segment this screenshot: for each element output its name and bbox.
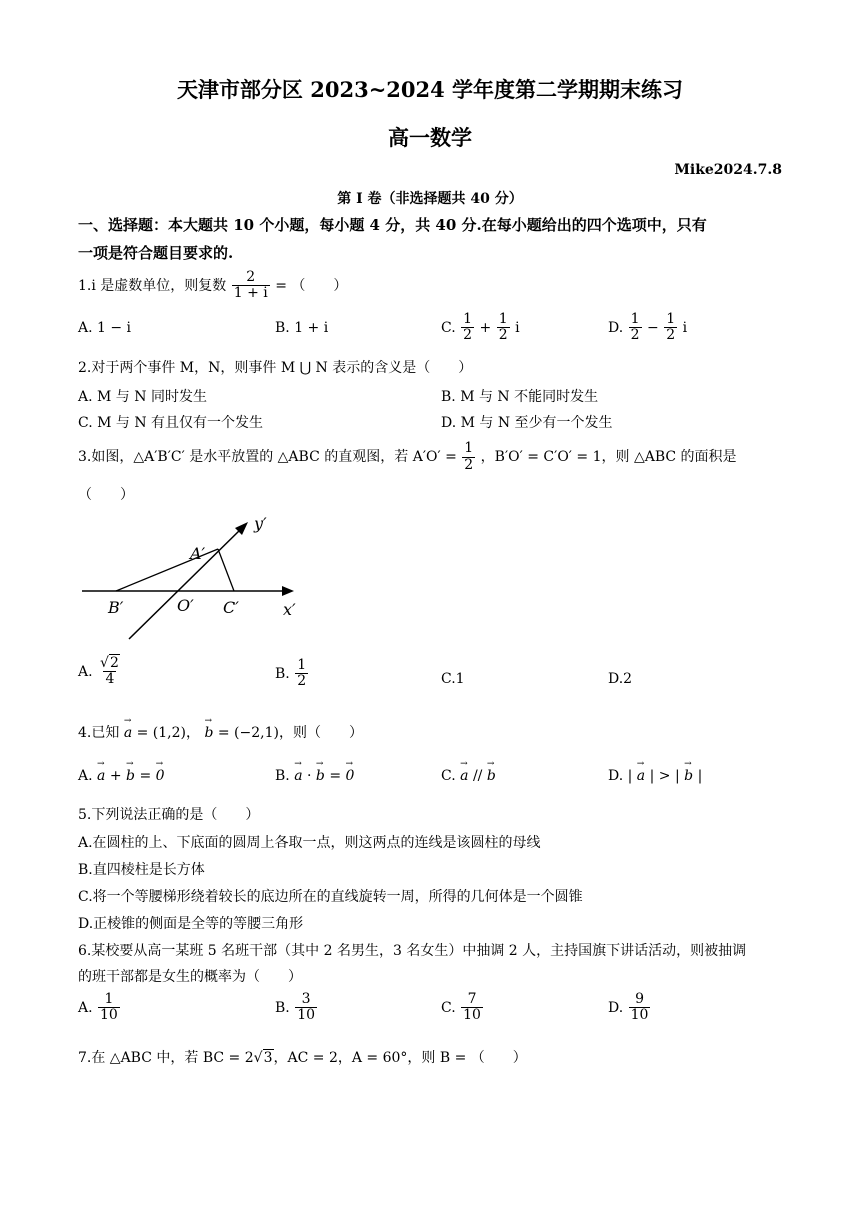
q6-den: 10 — [297, 1007, 316, 1024]
q3-b-label: B. — [275, 665, 290, 682]
abs-bar: | — [697, 768, 703, 784]
q1-option-c — [441, 312, 520, 344]
q6-a-frac — [98, 992, 120, 1024]
q2-option-d: D. M 与 N 至少有一个发生 — [441, 415, 613, 431]
q3-figure — [76, 505, 316, 645]
half-den: 2 — [463, 327, 473, 344]
q3-option-c: C.1 — [441, 671, 465, 687]
q6-b-num: 3 — [301, 991, 311, 1007]
half-den: 2 — [498, 327, 508, 344]
plus-sign: + — [109, 768, 122, 784]
author-date: Mike2024.7.8 — [674, 162, 782, 178]
q1-fraction — [232, 270, 270, 302]
q3-fraction — [462, 441, 475, 473]
q4-option-c — [441, 768, 496, 784]
q3-option-d: D.2 — [608, 671, 633, 687]
vector-a: → a — [637, 768, 645, 784]
q6-den: 10 — [100, 1007, 118, 1024]
q4-a-value: = (1,2)， — [136, 725, 200, 741]
dot-sign: · — [307, 768, 312, 784]
q3-option-a — [78, 656, 123, 688]
vector-b: → b — [487, 768, 496, 784]
q1-c-frac2 — [497, 312, 510, 344]
q5-stem: 5.下列说法正确的是（ ） — [78, 807, 260, 823]
q3-frac-num: 1 — [464, 440, 474, 457]
q6-d-label: D. — [608, 999, 624, 1016]
subject-title: 高一数学 — [388, 125, 472, 150]
zero-vector: → 0 — [346, 768, 355, 784]
q4-b-value: = (−2,1)，则（ ） — [217, 725, 363, 741]
zero-vector: → 0 — [156, 768, 165, 784]
vector-b: → b — [126, 768, 135, 784]
label-y-prime: y′ — [254, 514, 267, 533]
q6-option-d — [608, 992, 651, 1024]
q3-a-rad: 2 — [109, 655, 119, 671]
q3-frac-den: 2 — [464, 456, 474, 473]
q5-option-a: A.在圆柱的上、下底面的圆周上各取一点，则这两点的连线是该圆柱的母线 — [78, 835, 541, 851]
vector-a: → a — [97, 768, 105, 784]
q3-b-den: 2 — [297, 673, 307, 690]
q4-d-label: D. | — [608, 768, 633, 784]
q6-option-c — [441, 992, 484, 1024]
q1-d-i: i — [682, 319, 688, 336]
q1-c-i: i — [515, 319, 520, 336]
q1-frac-num: 2 — [246, 269, 256, 285]
sqrt-symbol: √ — [253, 1050, 263, 1066]
label-x-prime: x′ — [283, 600, 296, 619]
q6-den: 10 — [630, 1007, 649, 1024]
q5-option-d: D.正棱锥的侧面是全等的等腰三角形 — [78, 916, 304, 932]
q6-c-num: 7 — [467, 991, 477, 1007]
q1-stem — [78, 270, 347, 302]
q6-d-frac — [629, 992, 651, 1024]
q1-c-label: C. — [441, 319, 456, 336]
x-axis-arrow-icon — [282, 586, 294, 596]
q6-a-num: 1 — [104, 991, 114, 1007]
q2-stem: 2.对于两个事件 M，N，则事件 M ⋃ N 表示的含义是（ ） — [78, 360, 473, 376]
half-den: 2 — [630, 327, 640, 344]
vector-a: → a — [460, 768, 468, 784]
q7-stem-post: ，AC = 2，A = 60°，则 B = （ ） — [273, 1050, 527, 1066]
q1-stem-text: 1.i 是虚数单位，则复数 — [78, 277, 227, 294]
q3-stem — [78, 440, 737, 474]
q6-stem-line1: 6.某校要从高一某班 5 名班干部（其中 2 名男生，3 名女生）中抽调 2 人，主持国旗下讲话活动，则被抽调 — [78, 943, 747, 959]
q7-stem-text: 7.在 △ABC 中，若 BC = 2 — [78, 1050, 254, 1066]
q6-stem-line2: 的班干部都是女生的概率为（ ） — [78, 969, 302, 985]
q4-option-d — [608, 768, 702, 784]
q3-a-frac — [98, 656, 122, 688]
half-num: 1 — [498, 311, 508, 327]
exam-title: 天津市部分区 2023~2024 学年度第二学期期末练习 — [176, 77, 684, 102]
q5-option-b: B.直四棱柱是长方体 — [78, 862, 205, 878]
half-den: 2 — [666, 327, 676, 344]
greater-sign: | > | — [649, 768, 680, 784]
q1-c-frac1 — [461, 312, 474, 344]
vector-b: → b — [316, 768, 325, 784]
q1-stem-post: = （ ） — [275, 277, 348, 294]
half-num: 1 — [630, 311, 640, 327]
q6-c-label: C. — [441, 999, 456, 1016]
half-num: 1 — [666, 311, 676, 327]
q3-paren: （ ） — [78, 487, 134, 503]
q6-b-label: B. — [275, 999, 290, 1016]
q2-option-b: B. M 与 N 不能同时发生 — [441, 389, 599, 405]
vector-a: → a — [124, 725, 132, 741]
vector-b: → b — [684, 768, 693, 784]
q4-stem-text: 4.已知 — [78, 725, 120, 741]
q1-frac-den: 1 + i — [233, 285, 268, 302]
section-instructions-line2: 一项是符合题目要求的. — [78, 244, 234, 262]
q6-option-b — [275, 992, 318, 1024]
q3-stem-post: ，B′O′ = C′O′ = 1，则 △ABC 的面积是 — [480, 449, 737, 465]
parallel-sign: // — [472, 768, 483, 784]
q5-option-c: C.将一个等腰梯形绕着较长的底边所在的直线旋转一周，所得的几何体是一个圆锥 — [78, 889, 583, 905]
q1-option-d — [608, 312, 687, 344]
q6-a-label: A. — [78, 999, 93, 1016]
q1-d-frac2 — [664, 312, 677, 344]
q1-d-minus: − — [647, 319, 659, 336]
q2-option-c: C. M 与 N 有且仅有一个发生 — [78, 415, 264, 431]
q6-c-frac — [461, 992, 483, 1024]
y-axis-line — [129, 528, 242, 639]
q4-b-label: B. — [275, 768, 290, 784]
q1-c-plus: + — [479, 319, 492, 336]
q3-b-frac — [295, 658, 308, 690]
q6-d-num: 9 — [635, 991, 645, 1007]
q6-den: 10 — [463, 1007, 481, 1024]
equals-sign: = — [329, 768, 342, 784]
q1-d-frac1 — [629, 312, 642, 344]
label-a-prime: A′ — [190, 544, 206, 563]
q4-a-label: A. — [78, 768, 93, 784]
q1-option-a: A. 1 − i — [78, 320, 132, 336]
q3-a-den: 4 — [105, 671, 115, 688]
label-c-prime: C′ — [223, 598, 239, 617]
q3-b-num: 1 — [297, 657, 307, 673]
q4-c-label: C. — [441, 768, 456, 784]
equals-sign: = — [139, 768, 152, 784]
q4-stem — [78, 722, 363, 742]
q3-option-b — [275, 658, 309, 690]
q7-stem — [78, 1047, 527, 1067]
vector-a: → a — [294, 768, 302, 784]
vector-b: → b — [204, 725, 213, 741]
label-o-prime: O′ — [177, 596, 194, 615]
q3-a-label: A. — [78, 663, 93, 680]
q4-option-a — [78, 768, 165, 784]
q1-option-b: B. 1 + i — [275, 320, 329, 336]
section-instructions-line1: 一、选择题：本大题共 10 个小题，每小题 4 分，共 40 分.在每小题给出的四个选项中，只有 — [78, 216, 707, 234]
volume-heading: 第 I 卷（非选择题共 40 分） — [337, 191, 523, 207]
q6-option-a — [78, 992, 121, 1024]
segment-a-c — [218, 549, 234, 591]
q3-a-num: √2 — [100, 655, 119, 671]
q7-radicand: 3 — [263, 1050, 273, 1066]
q4-option-b — [275, 768, 354, 784]
label-b-prime: B′ — [108, 598, 124, 617]
q2-option-a: A. M 与 N 同时发生 — [78, 389, 207, 405]
half-num: 1 — [463, 311, 473, 327]
q3-stem-text: 3.如图，△A′B′C′ 是水平放置的 △ABC 的直观图，若 A′O′ = — [78, 449, 457, 465]
q6-b-frac — [295, 992, 317, 1024]
q1-d-label: D. — [608, 319, 624, 336]
